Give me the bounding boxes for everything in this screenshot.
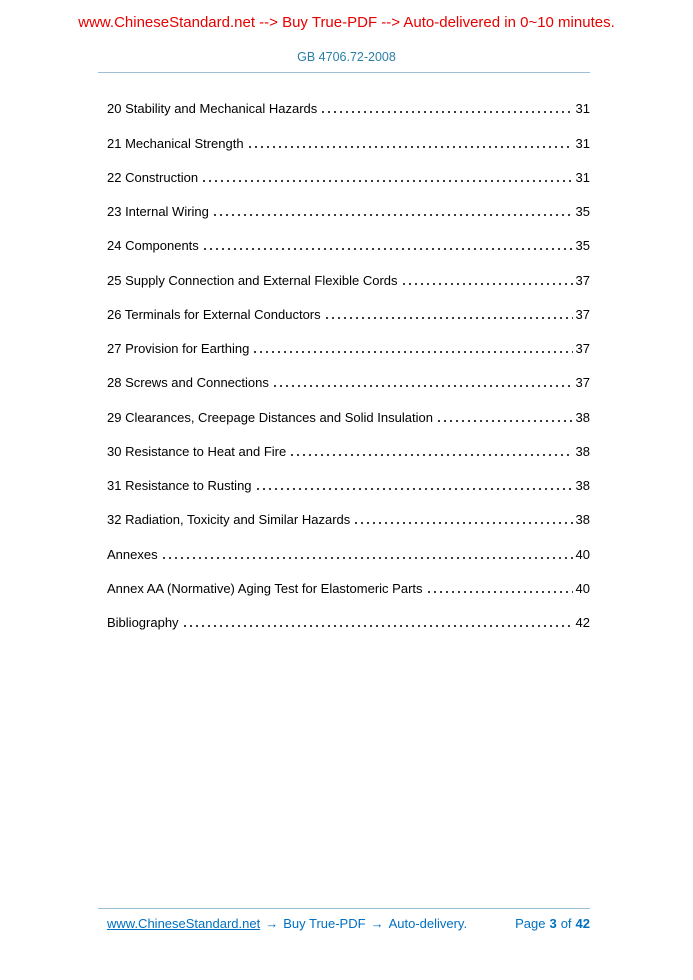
toc-entry-page: 37 [575, 341, 590, 356]
standard-number: GB 4706.72-2008 [297, 50, 396, 64]
toc-entry-page: 37 [575, 375, 590, 391]
toc-entry-title: 22 Construction [107, 169, 199, 185]
toc-leader-dots [322, 111, 572, 113]
toc-entry [107, 609, 590, 643]
of-label: of [560, 916, 572, 931]
toc-entry-title: 23 Internal Wiring [107, 204, 209, 219]
toc-entry-title: 27 Provision for Earthing [107, 341, 250, 356]
toc-leader-dots [254, 351, 572, 353]
toc-entry [107, 369, 590, 403]
toc-leader-dots [438, 420, 573, 422]
toc-entry-title: Annex AA (Normative) Aging Test for Elastomeric Parts [107, 580, 423, 596]
toc-entry-title: 28 Screws and Connections [107, 375, 269, 391]
toc-entry-title: 32 Radiation, Toxicity and Similar Hazards [107, 512, 351, 528]
toc-entry [107, 266, 590, 300]
toc-entry-title: 31 Resistance to Rusting [107, 478, 252, 493]
toc-entry [107, 472, 590, 506]
toc-entry-page: 42 [575, 615, 590, 630]
toc-entry [107, 575, 590, 609]
footer-divider [98, 908, 590, 909]
toc-entry-page: 37 [575, 306, 590, 322]
toc-entry-title: 24 Components [107, 238, 199, 254]
toc-entry-page: 40 [575, 580, 590, 596]
header-divider [98, 72, 590, 73]
toc-entry-page: 37 [575, 272, 590, 288]
toc-list [107, 95, 590, 643]
toc-entry-page: 38 [575, 512, 590, 528]
toc-entry-title: Bibliography [107, 615, 179, 630]
toc-entry [107, 198, 590, 232]
toc-entry [107, 301, 590, 335]
toc-entry-title: 25 Supply Connection and External Flexible Cords [107, 272, 398, 288]
page-label: Page [515, 916, 546, 931]
toc-entry [107, 232, 590, 266]
toc-leader-dots [214, 214, 573, 216]
toc-leader-dots [163, 557, 573, 559]
toc-leader-dots [204, 248, 573, 250]
toc-entry-page: 31 [575, 135, 590, 151]
toc-leader-dots [257, 488, 573, 490]
toc-entry [107, 164, 590, 198]
toc-entry-page: 31 [575, 169, 590, 185]
toc-entry-title: 20 Stability and Mechanical Hazards [107, 101, 318, 117]
toc-entry-page: 35 [575, 238, 590, 254]
footer-delivery-text: Auto-delivery. [388, 916, 468, 931]
toc-entry [107, 335, 590, 369]
toc-entry [107, 438, 590, 472]
toc-entry-title: 21 Mechanical Strength [107, 135, 244, 151]
page-number: 3 [549, 916, 557, 931]
promo-banner: www.ChineseStandard.net --> Buy True-PDF --> Auto-delivered in 0~10 minutes. [78, 14, 615, 31]
page-indicator [515, 916, 590, 931]
toc-leader-dots [403, 283, 573, 285]
toc-entry-title: 29 Clearances, Creepage Distances and Solid Insulation [107, 409, 433, 425]
footer-links [107, 916, 467, 931]
arrow-icon: → [265, 916, 279, 931]
arrow-icon: → [370, 916, 384, 931]
toc-entry-page: 38 [575, 478, 590, 493]
toc-leader-dots [203, 180, 572, 182]
total-pages: 42 [575, 916, 590, 931]
toc-entry [107, 506, 590, 540]
toc-leader-dots [249, 146, 573, 148]
toc-entry [107, 403, 590, 437]
page-footer [107, 916, 590, 931]
toc-leader-dots [355, 522, 572, 524]
toc-leader-dots [274, 385, 573, 387]
toc-entry [107, 129, 590, 163]
toc-entry-title: 26 Terminals for External Conductors [107, 306, 321, 322]
toc-leader-dots [184, 625, 573, 627]
footer-buy-text: Buy True-PDF [283, 916, 366, 931]
toc-entry [107, 95, 590, 129]
toc-entry-page: 35 [575, 204, 590, 219]
toc-entry-page: 40 [575, 546, 590, 562]
footer-site-link[interactable]: www.ChineseStandard.net [107, 916, 261, 931]
toc-entry-page: 38 [575, 409, 590, 425]
toc-entry-title: 30 Resistance to Heat and Fire [107, 443, 287, 459]
toc-entry-title: Annexes [107, 546, 158, 562]
toc-leader-dots [291, 454, 572, 456]
toc-leader-dots [428, 591, 573, 593]
toc-entry [107, 540, 590, 574]
toc-entry-page: 31 [575, 101, 590, 117]
toc-leader-dots [326, 317, 573, 319]
toc-entry-page: 38 [575, 443, 590, 459]
